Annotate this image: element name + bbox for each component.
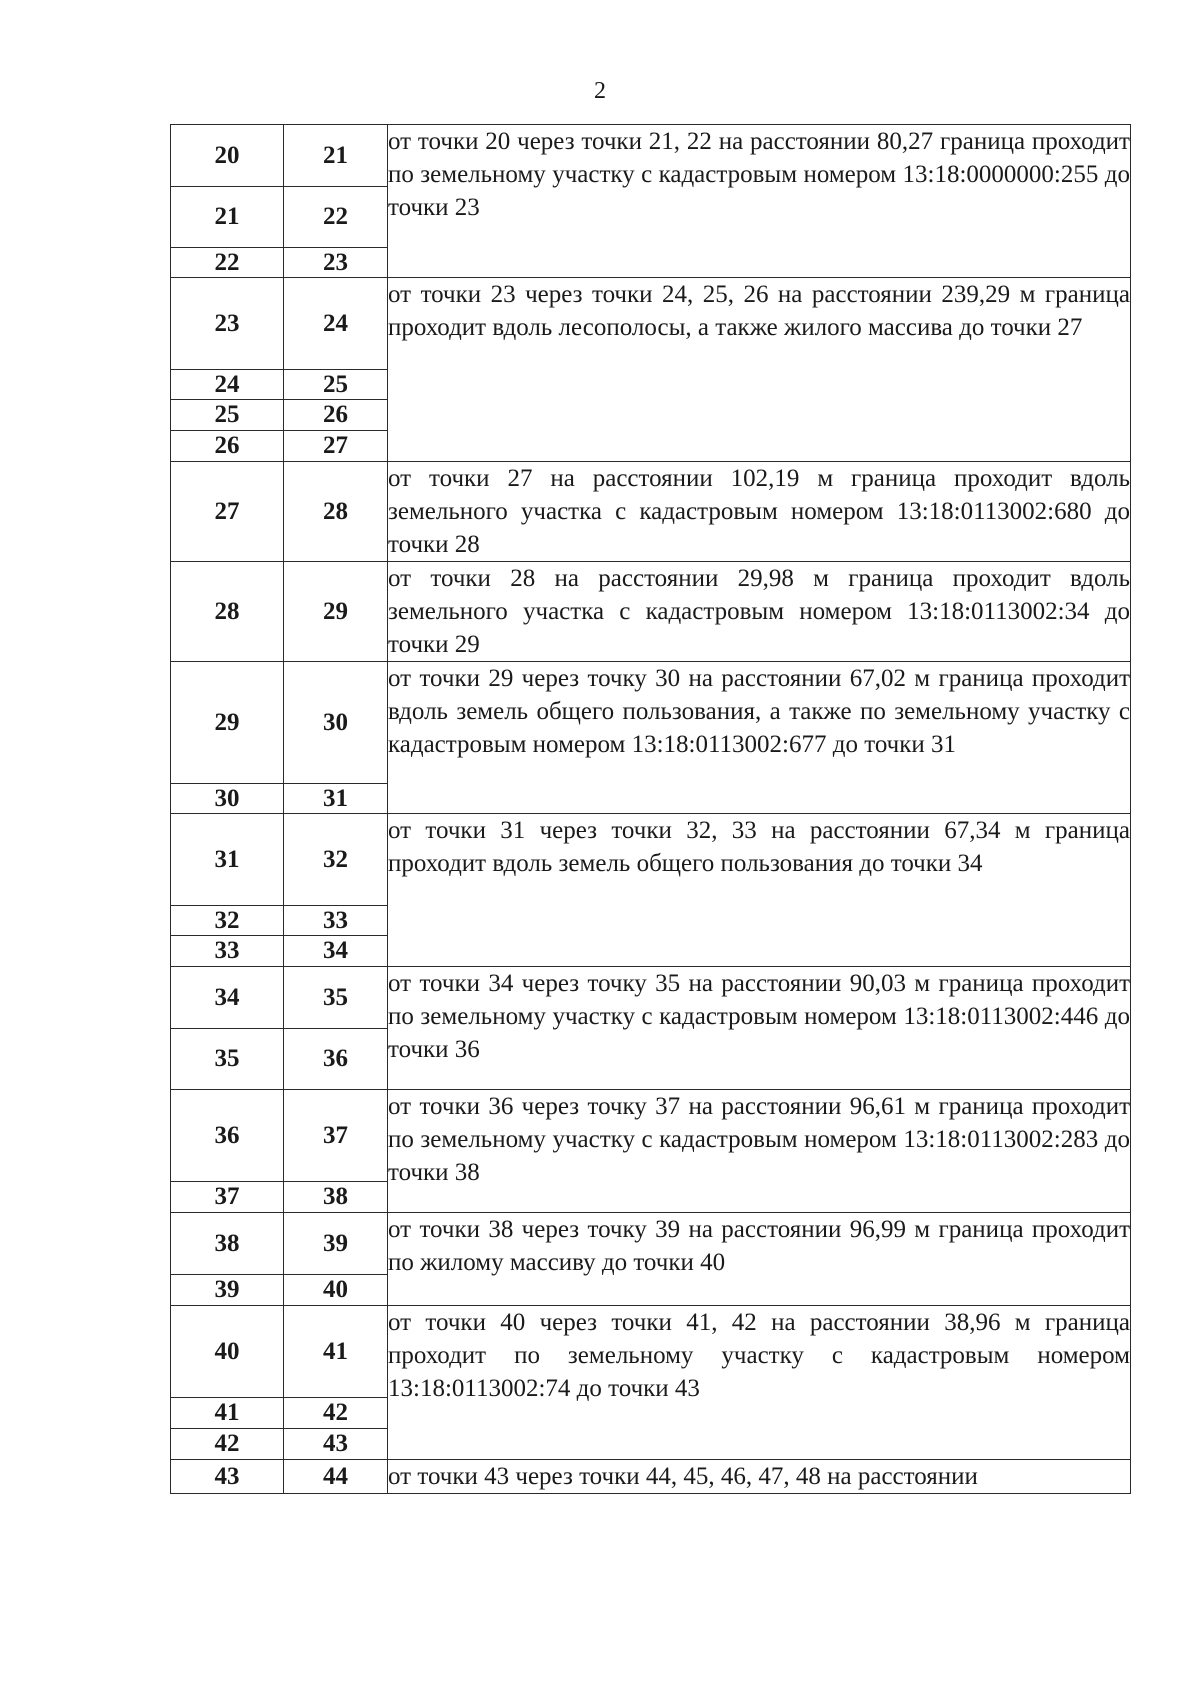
table-row xyxy=(171,967,1131,1029)
point-to-cell: 36 xyxy=(284,1029,388,1090)
point-to-cell: 25 xyxy=(284,370,388,400)
point-from-cell: 26 xyxy=(171,431,284,462)
table-row xyxy=(171,1090,1131,1182)
point-to-cell: 22 xyxy=(284,187,388,248)
segment-description xyxy=(388,1090,1131,1213)
point-to-cell: 32 xyxy=(284,814,388,906)
point-from-cell: 41 xyxy=(171,1398,284,1429)
point-to-cell: 21 xyxy=(284,125,388,187)
segment-description xyxy=(388,1306,1131,1460)
table-row xyxy=(171,1306,1131,1398)
point-from-cell: 30 xyxy=(171,784,284,814)
point-from-cell: 31 xyxy=(171,814,284,906)
point-from-cell: 22 xyxy=(171,248,284,278)
point-to-cell: 37 xyxy=(284,1090,388,1182)
point-to-cell: 40 xyxy=(284,1275,388,1306)
point-to-cell: 33 xyxy=(284,906,388,936)
point-from-cell: 33 xyxy=(171,936,284,967)
segment-description-text: от точки 27 на расстоянии 102,19 м граница проходит вдоль земельного участка с кадастровым номером 13:18:0113002:680 до точки 28 xyxy=(388,465,1130,558)
segment-description xyxy=(388,125,1131,278)
table-row xyxy=(171,562,1131,662)
segment-description xyxy=(388,1213,1131,1306)
point-to-cell: 34 xyxy=(284,936,388,967)
point-to-cell: 29 xyxy=(284,562,388,662)
point-to-cell: 26 xyxy=(284,400,388,431)
segment-description xyxy=(388,462,1131,562)
point-from-cell: 36 xyxy=(171,1090,284,1182)
boundary-table xyxy=(170,124,1131,1494)
point-to-cell: 27 xyxy=(284,431,388,462)
segment-description xyxy=(388,1460,1131,1494)
point-to-cell: 38 xyxy=(284,1182,388,1213)
point-to-cell: 30 xyxy=(284,662,388,784)
point-from-cell: 38 xyxy=(171,1213,284,1275)
segment-description xyxy=(388,562,1131,662)
point-from-cell: 34 xyxy=(171,967,284,1029)
point-to-cell: 28 xyxy=(284,462,388,562)
point-from-cell: 40 xyxy=(171,1306,284,1398)
segment-description-text: от точки 34 через точку 35 на расстоянии 90,03 м граница проходит по земельному участку с кадастровым номером 13:18:0113002:446 до точки 36 xyxy=(388,970,1130,1063)
table-row xyxy=(171,125,1131,187)
point-from-cell: 35 xyxy=(171,1029,284,1090)
table-row xyxy=(171,814,1131,906)
segment-description-text: от точки 36 через точку 37 на расстоянии 96,61 м граница проходит по земельному участку с кадастровым номером 13:18:0113002:283 до точки 38 xyxy=(388,1093,1130,1186)
point-from-cell: 32 xyxy=(171,906,284,936)
page-number: 2 xyxy=(594,78,606,104)
segment-description-text: от точки 23 через точки 24, 25, 26 на расстоянии 239,29 м граница проходит вдоль лесополосы, а также жилого массива до точки 27 xyxy=(388,281,1130,341)
point-to-cell: 23 xyxy=(284,248,388,278)
segment-description-text: от точки 40 через точки 41, 42 на расстоянии 38,96 м граница проходит по земельному участку с кадастровым номером 13:18:0113002:74 до точки 43 xyxy=(388,1309,1130,1402)
point-to-cell: 43 xyxy=(284,1429,388,1460)
table-row xyxy=(171,278,1131,370)
table-row xyxy=(171,662,1131,784)
segment-description-text: от точки 28 на расстоянии 29,98 м граница проходит вдоль земельного участка с кадастровым номером 13:18:0113002:34 до точки 29 xyxy=(388,565,1130,658)
point-from-cell: 29 xyxy=(171,662,284,784)
point-from-cell: 42 xyxy=(171,1429,284,1460)
segment-description-text: от точки 29 через точку 30 на расстоянии 67,02 м граница проходит вдоль земель общего пользования, а также по земельному участку с кадастровым номером 13:18:0113002:677 до точки 31 xyxy=(388,665,1130,758)
point-from-cell: 20 xyxy=(171,125,284,187)
point-to-cell: 42 xyxy=(284,1398,388,1429)
point-from-cell: 39 xyxy=(171,1275,284,1306)
point-from-cell: 28 xyxy=(171,562,284,662)
point-to-cell: 39 xyxy=(284,1213,388,1275)
segment-description xyxy=(388,967,1131,1090)
segment-description xyxy=(388,814,1131,967)
segment-description-text: от точки 31 через точки 32, 33 на расстоянии 67,34 м граница проходит вдоль земель общего пользования до точки 34 xyxy=(388,817,1130,877)
point-to-cell: 24 xyxy=(284,278,388,370)
point-from-cell: 43 xyxy=(171,1460,284,1494)
point-to-cell: 41 xyxy=(284,1306,388,1398)
point-from-cell: 21 xyxy=(171,187,284,248)
table-row xyxy=(171,1213,1131,1275)
point-from-cell: 27 xyxy=(171,462,284,562)
point-from-cell: 25 xyxy=(171,400,284,431)
point-from-cell: 23 xyxy=(171,278,284,370)
segment-description xyxy=(388,278,1131,462)
point-from-cell: 24 xyxy=(171,370,284,400)
point-to-cell: 31 xyxy=(284,784,388,814)
segment-description-text: от точки 43 через точки 44, 45, 46, 47, 48 на расстоянии xyxy=(388,1463,978,1490)
table-row xyxy=(171,462,1131,562)
table-row xyxy=(171,1460,1131,1494)
segment-description-text: от точки 20 через точки 21, 22 на расстоянии 80,27 граница проходит по земельному участку с кадастровым номером 13:18:0000000:255 до точки 23 xyxy=(388,128,1130,221)
point-from-cell: 37 xyxy=(171,1182,284,1213)
point-to-cell: 35 xyxy=(284,967,388,1029)
segment-description xyxy=(388,662,1131,814)
segment-description-text: от точки 38 через точку 39 на расстоянии 96,99 м граница проходит по жилому массиву до точки 40 xyxy=(388,1216,1130,1276)
point-to-cell: 44 xyxy=(284,1460,388,1494)
